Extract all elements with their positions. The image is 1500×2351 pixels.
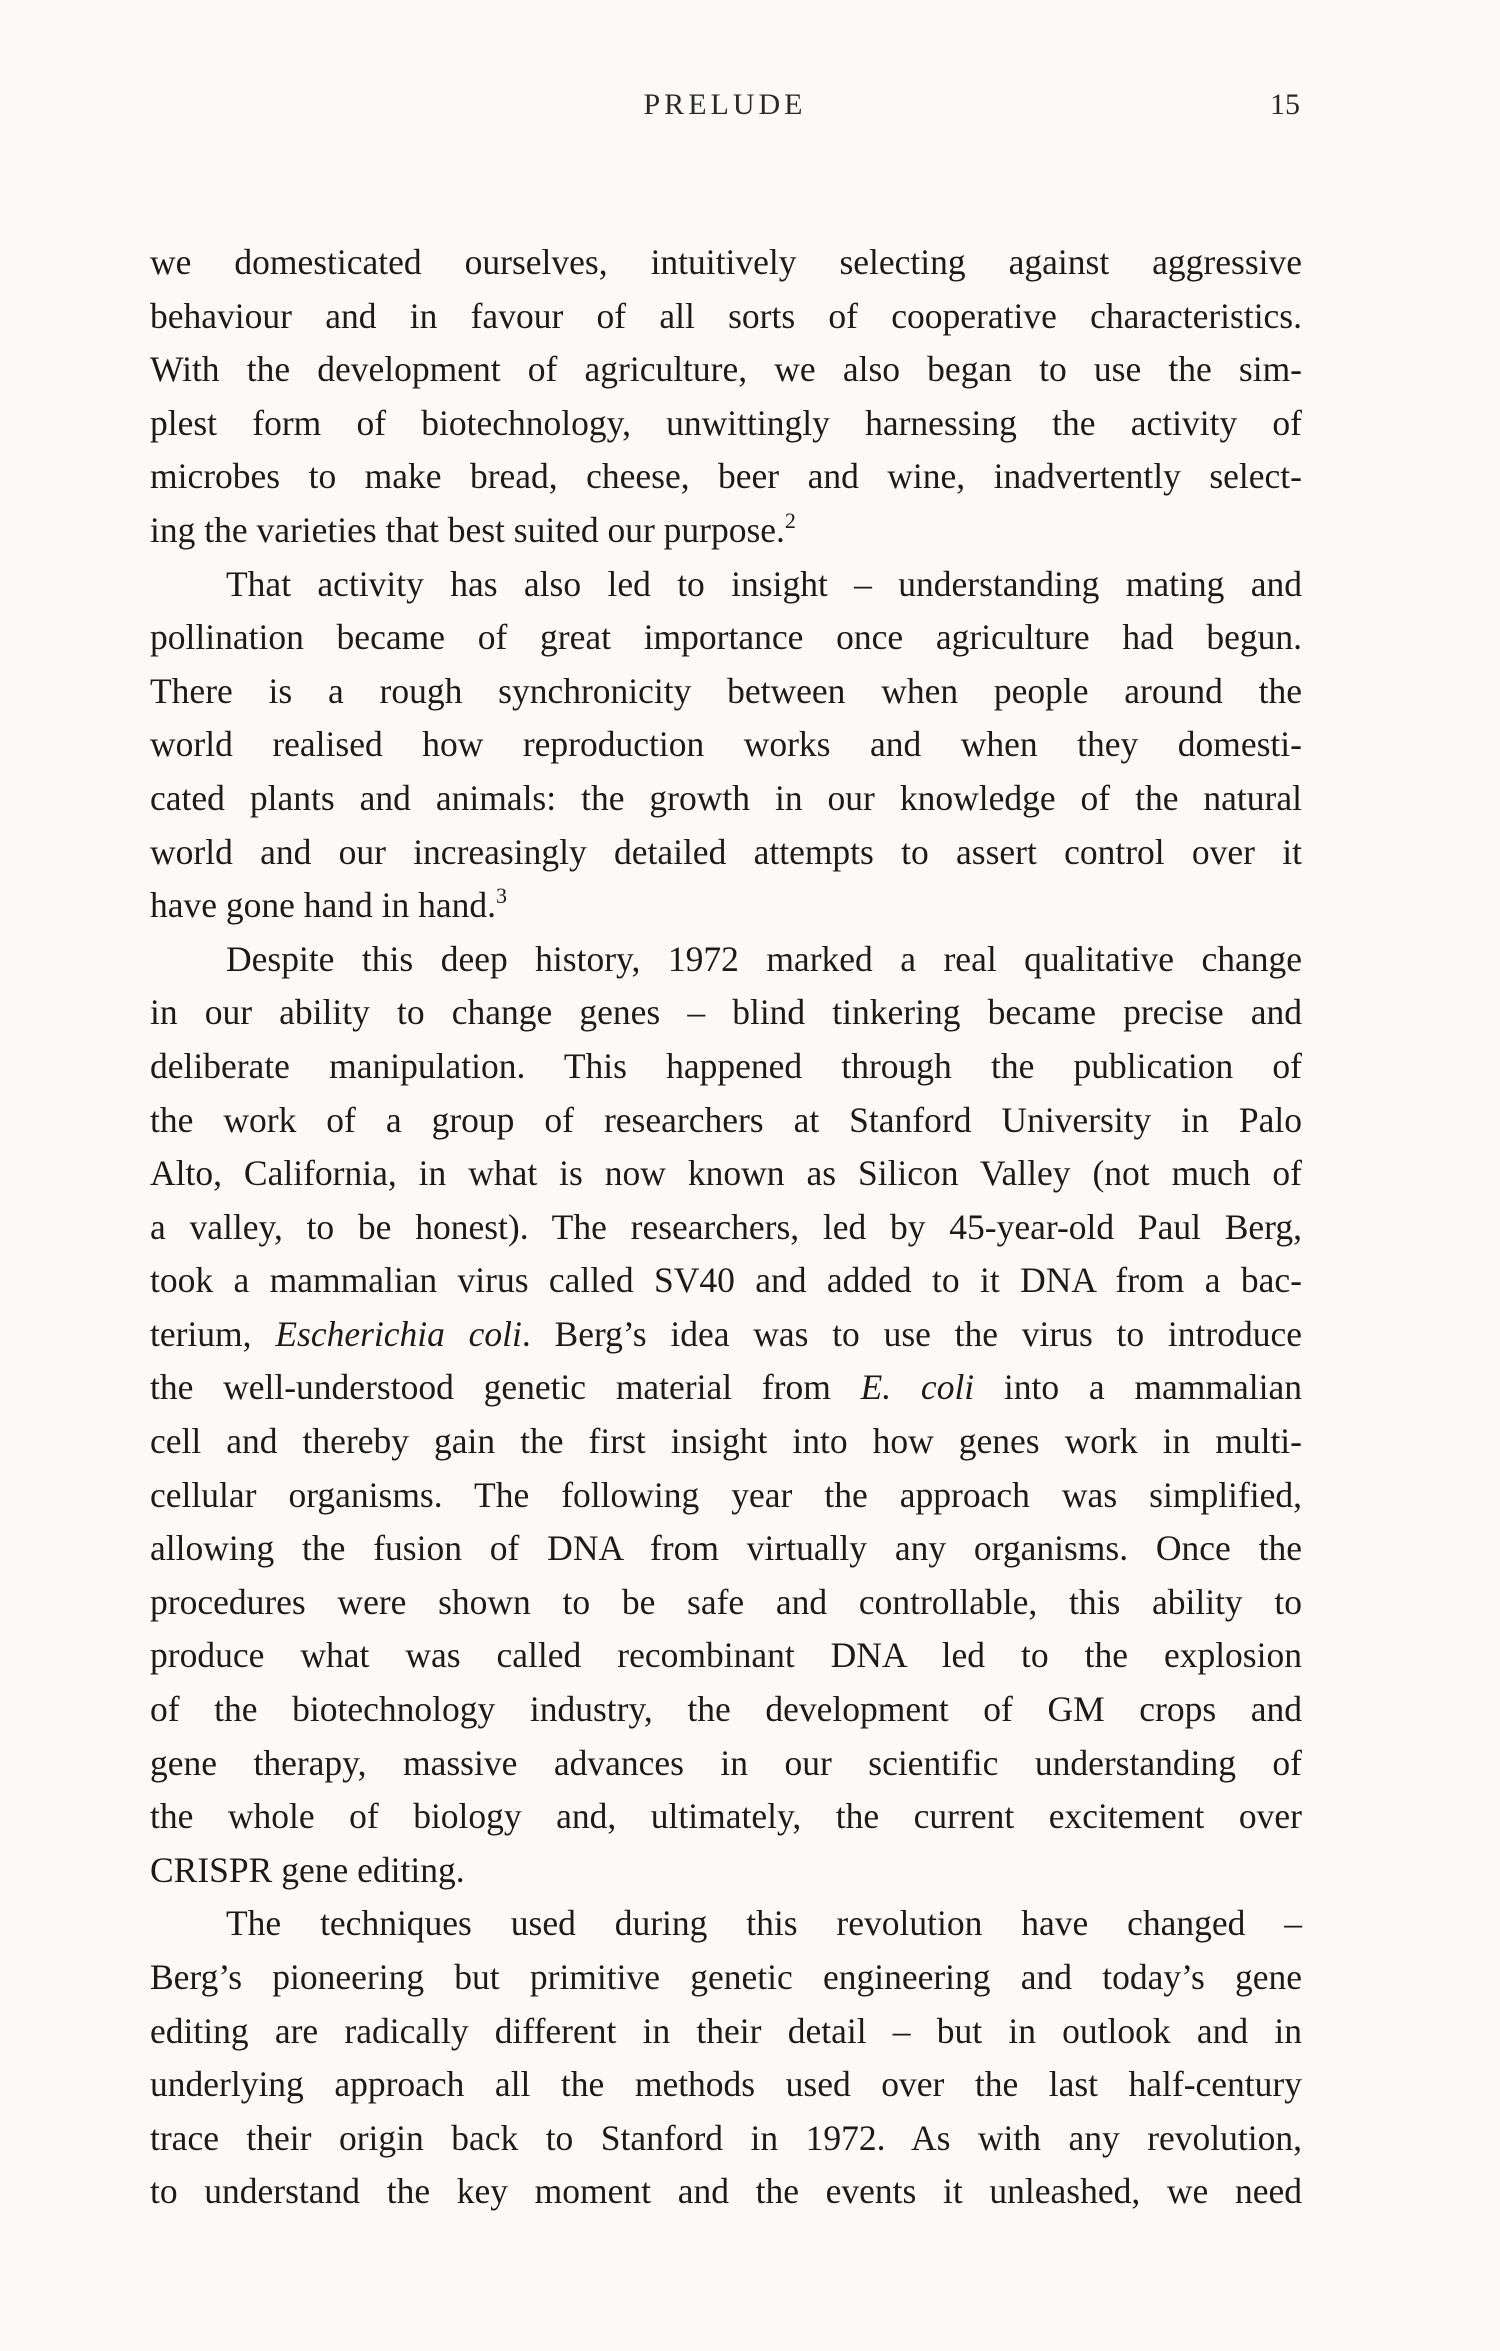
- text-line: Despite this deep history, 1972 marked a real qualitative change: [226, 938, 1302, 979]
- text-line: editing are radically different in their detail – but in outlook and in: [150, 2010, 1302, 2051]
- text-line: trace their origin back to Stanford in 1972. As with any revolution,: [150, 2117, 1302, 2158]
- text-line: gene therapy, massive advances in our scientific understanding of: [150, 1742, 1302, 1783]
- text-line: of the biotechnology industry, the development of GM crops and: [150, 1689, 1302, 1730]
- text-line: produce what was called recombinant DNA led to the explosion: [150, 1635, 1302, 1676]
- text-run: have gone hand in hand.: [150, 885, 497, 926]
- text-line: procedures were shown to be safe and controllable, this ability to: [150, 1581, 1302, 1622]
- text-line: allowing the fusion of DNA from virtually any organisms. Once the: [150, 1528, 1302, 1569]
- text-line: The techniques used during this revolution have changed –: [226, 1903, 1302, 1944]
- text-line: a valley, to be honest). The researchers, led by 45-year-old Paul Berg,: [150, 1206, 1302, 1247]
- text-run: terium,: [150, 1313, 276, 1354]
- text-line: pollination became of great importance once agriculture had begun.: [150, 617, 1302, 658]
- text-line: There is a rough synchronicity between when people around the: [150, 670, 1302, 711]
- running-title: PRELUDE: [643, 88, 807, 121]
- page-number: 15: [1270, 88, 1300, 121]
- paragraph-3: [150, 933, 1302, 1898]
- body-text: [150, 236, 1302, 2219]
- text-line: world and our increasingly detailed attempts to assert control over it: [150, 831, 1302, 872]
- running-head: [150, 88, 1300, 138]
- text-line: Alto, California, in what is now known as Silicon Valley (not much of: [150, 1153, 1302, 1194]
- text-line: cated plants and animals: the growth in our knowledge of the natural: [150, 777, 1302, 818]
- text-line: world realised how reproduction works and when they domesti-: [150, 724, 1302, 765]
- text-line: the work of a group of researchers at Stanford University in Palo: [150, 1099, 1302, 1140]
- text-line: we domesticated ourselves, intuitively selecting against aggressive: [150, 242, 1302, 282]
- text-line: in our ability to change genes – blind tinkering became precise and: [150, 992, 1302, 1033]
- text-run: into a mammalian: [974, 1367, 1302, 1408]
- footnote-marker: 2: [784, 507, 796, 533]
- text-line: behaviour and in favour of all sorts of cooperative characteristics.: [150, 295, 1302, 336]
- text-run: the well-understood genetic material from: [150, 1367, 861, 1408]
- text-line: to understand the key moment and the events it unleashed, we need: [150, 2171, 1302, 2212]
- text-line: [150, 1361, 1302, 1415]
- text-line: plest form of biotechnology, unwittingly harnessing the activity of: [150, 402, 1302, 443]
- italic-term: E. coli: [860, 1367, 975, 1408]
- text-line: microbes to make bread, cheese, beer and wine, inadvertently select-: [150, 456, 1302, 497]
- text-line: [150, 504, 1302, 558]
- text-line: Berg’s pioneering but primitive genetic engineering and today’s gene: [150, 1957, 1302, 1997]
- paragraph-4: [150, 1897, 1302, 2219]
- text-run: . Berg’s idea was to use the virus to introduce: [521, 1313, 1302, 1354]
- footnote-marker: 3: [496, 883, 508, 909]
- text-line: the whole of biology and, ultimately, the current excitement over: [150, 1796, 1302, 1837]
- text-line: took a mammalian virus called SV40 and added to it DNA from a bac-: [150, 1260, 1302, 1301]
- text-line: cell and thereby gain the first insight into how genes work in multi-: [150, 1421, 1302, 1462]
- text-line: That activity has also led to insight – understanding mating and: [226, 563, 1302, 604]
- text-line: [150, 879, 1302, 933]
- text-line: With the development of agriculture, we also began to use the sim-: [150, 349, 1302, 390]
- text-line: underlying approach all the methods used over the last half-century: [150, 2064, 1302, 2105]
- text-run: ing the varieties that best suited our purpose.: [150, 509, 785, 550]
- text-line: cellular organisms. The following year the approach was simplified,: [150, 1474, 1302, 1515]
- text-line: CRISPR gene editing.: [150, 1849, 465, 1890]
- paragraph-2: [150, 558, 1302, 933]
- italic-term: Escherichia coli: [275, 1313, 522, 1354]
- text-line: [150, 1308, 1302, 1362]
- paragraph-1: [150, 236, 1302, 558]
- text-line: deliberate manipulation. This happened through the publication of: [150, 1045, 1302, 1086]
